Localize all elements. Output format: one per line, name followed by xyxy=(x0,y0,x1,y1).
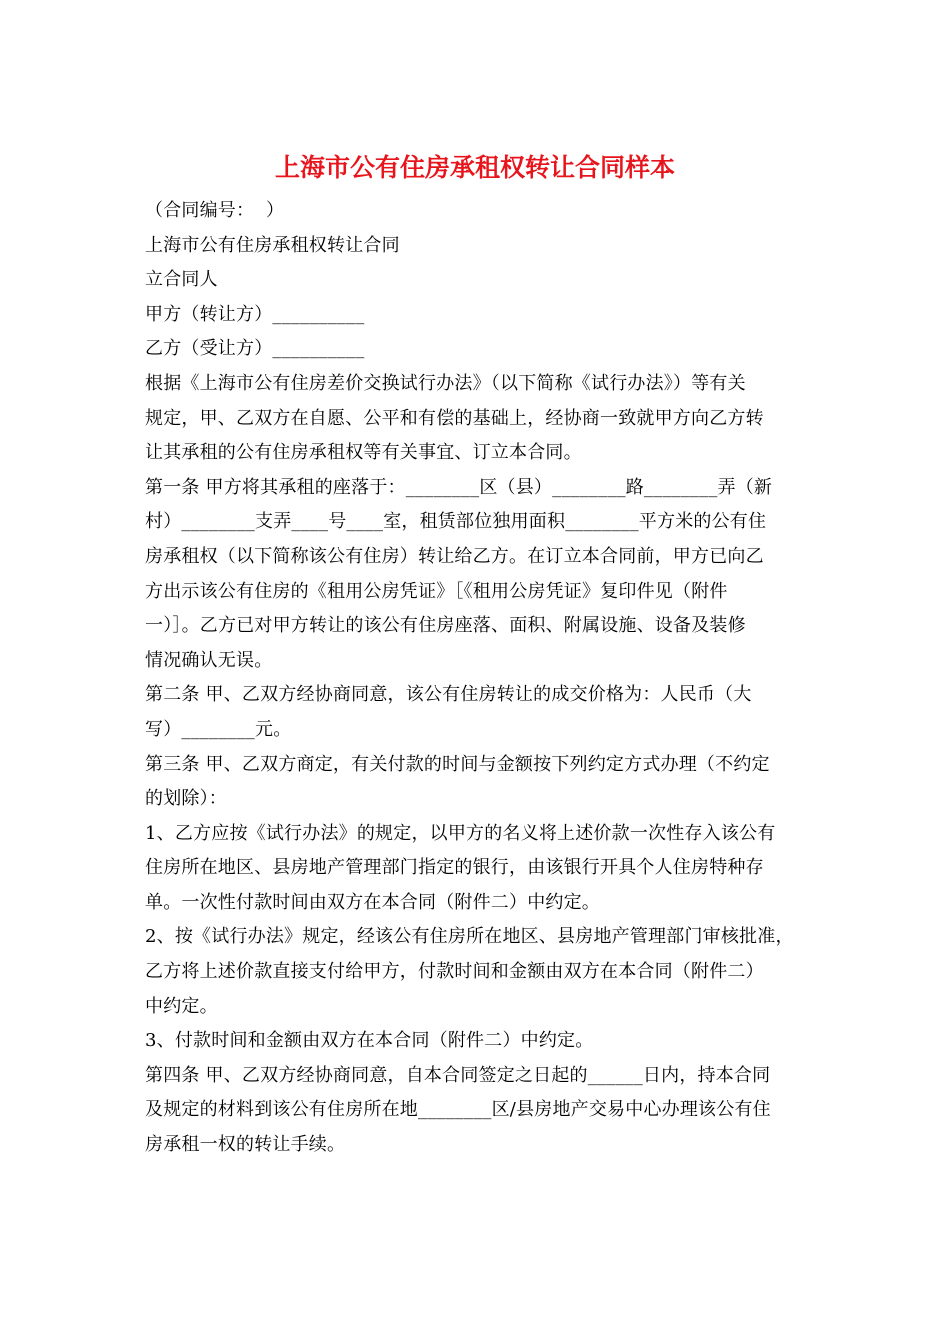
party-b-line: 乙方（受让方）__________ xyxy=(145,338,365,360)
clause-3-2-line: 中约定。 xyxy=(145,995,218,1017)
contract-name-line: 上海市公有住房承租权转让合同 xyxy=(145,234,400,256)
article-4-line: 及规定的材料到该公有住房所在地________区/县房地产交易中心办理该公有住 xyxy=(145,1099,771,1121)
clause-3-2-line: 乙方将上述价款直接支付给甲方，付款时间和金额由双方在本合同（附件二） xyxy=(145,961,764,983)
article-2-line: 第二条 甲、乙双方经协商同意，该公有住房转让的成交价格为：人民币（大 xyxy=(145,684,752,706)
clause-3-1-line: 住房所在地区、县房地产管理部门指定的银行，由该银行开具个人住房特种存 xyxy=(145,857,764,879)
article-1-line: 情况确认无误。 xyxy=(145,649,273,671)
article-4-line: 第四条 甲、乙双方经协商同意，自本合同签定之日起的______日内，持本合同 xyxy=(145,1064,771,1086)
preamble-line: 根据《上海市公有住房差价交换试行办法》（以下简称《试行办法》）等有关 xyxy=(145,372,746,394)
preamble-line: 让其承租的公有住房承租权等有关事宜、订立本合同。 xyxy=(145,442,582,464)
article-1-line: 一）］。乙方已对甲方转让的该公有住房座落、面积、附属设施、设备及装修 xyxy=(145,615,746,637)
article-1-line: 方出示该公有住房的《租用公房凭证》［《租用公房凭证》复印件见（附件 xyxy=(145,580,728,602)
article-3-line: 的划除）： xyxy=(145,788,227,810)
clause-3-2-line: 2、按《试行办法》规定，经该公有住房所在地区、县房地产管理部门审核批准， xyxy=(145,926,794,948)
parties-heading: 立合同人 xyxy=(145,269,218,291)
party-a-line: 甲方（转让方）__________ xyxy=(145,303,365,325)
article-1-line: 第一条 甲方将其承租的座落于：________区（县）________路________弄（新 xyxy=(145,476,773,498)
contract-number-line: （合同编号： ） xyxy=(145,200,285,221)
article-3-line: 第三条 甲、乙双方商定，有关付款的时间与金额按下列约定方式办理（不约定 xyxy=(145,753,770,775)
article-4-line: 房承租一权的转让手续。 xyxy=(145,1134,346,1156)
article-1-line: 村）________支弄____号____室，租赁部位独用面积________平方米的公有住 xyxy=(145,511,767,533)
clause-3-1-line: 单。一次性付款时间由双方在本合同（附件二）中约定。 xyxy=(145,891,600,913)
article-2-line: 写）________元。 xyxy=(145,718,292,740)
preamble-line: 规定，甲、乙双方在自愿、公平和有偿的基础上，经协商一致就甲方向乙方转 xyxy=(145,407,764,429)
clause-3-1-line: 1、乙方应按《试行办法》的规定，以甲方的名义将上述价款一次性存入该公有 xyxy=(145,822,776,844)
article-1-line: 房承租权（以下简称该公有住房）转让给乙方。在订立本合同前，甲方已向乙 xyxy=(145,545,764,567)
document-title: 上海市公有住房承租权转让合同样本 xyxy=(274,153,675,182)
clause-3-3-line: 3、付款时间和金额由双方在本合同（附件二）中约定。 xyxy=(145,1030,594,1052)
document-body xyxy=(145,194,815,1163)
